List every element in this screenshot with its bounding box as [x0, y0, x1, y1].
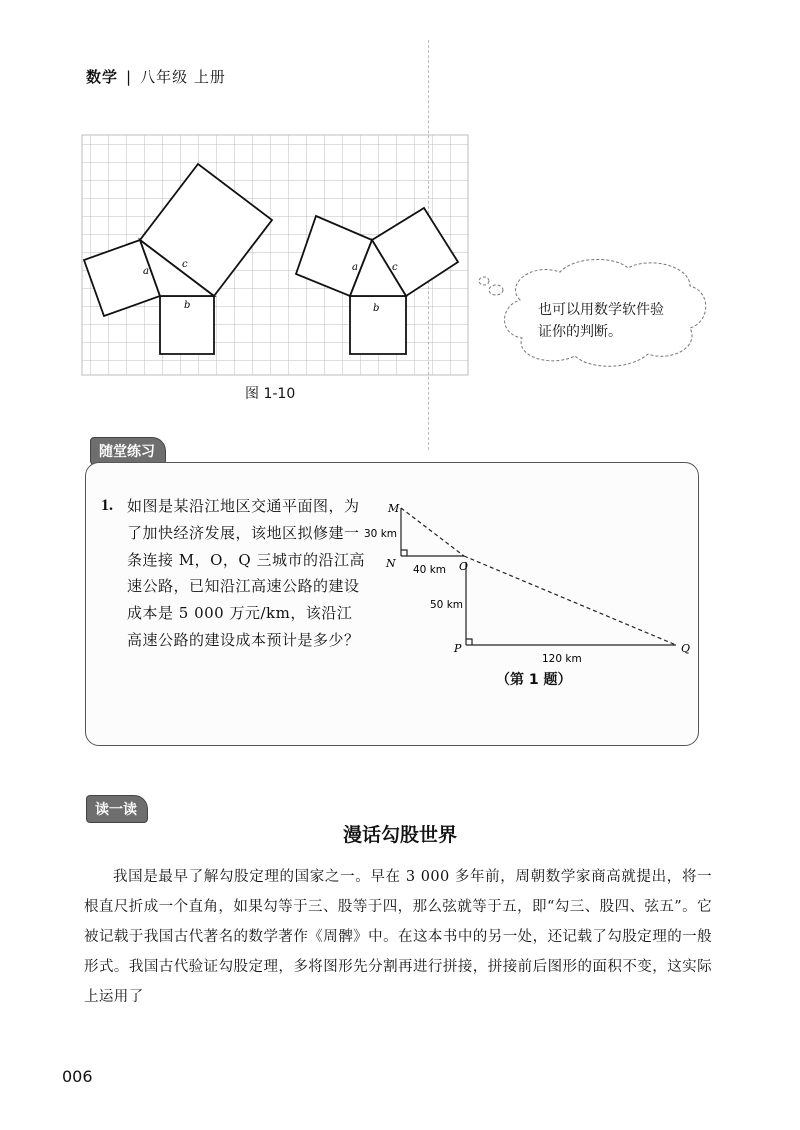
right-angle-P — [466, 639, 472, 645]
point-P: P — [454, 642, 462, 655]
right-label-b: b — [373, 303, 380, 314]
exercise-tag: 随堂练习 — [90, 437, 166, 465]
point-N: N — [386, 557, 396, 570]
point-O: O — [459, 560, 469, 573]
point-Q: Q — [681, 642, 691, 655]
right-angle-N — [401, 550, 407, 556]
point-M: M — [388, 502, 400, 515]
page-number: 006 — [62, 1067, 93, 1086]
label-MN: 30 km — [364, 528, 398, 540]
label-OP: 50 km — [430, 599, 464, 611]
left-label-b: b — [184, 300, 191, 311]
left-label-a: a — [143, 266, 149, 277]
question-text: 如图是某沿江地区交通平面图，为了加快经济发展，该地区拟修建一条连接 M，O，Q 三城市的沿江高速公路，已知沿江高速公路的建设成本是 5 000 万元/km，该沿江高速公路的建设成本预计是多少？ — [127, 497, 365, 649]
cloud-text: 也可以用数学软件验证你的判断。 — [538, 302, 664, 340]
left-label-c: c — [182, 259, 188, 270]
reading-title: 漫话勾股世界 — [342, 824, 457, 846]
label-PQ: 120 km — [542, 653, 582, 665]
label-NO: 40 km — [413, 564, 447, 576]
right-label-c: c — [392, 262, 398, 273]
reading-tag: 读一读 — [86, 795, 148, 823]
right-label-a: a — [352, 262, 358, 273]
segment-OQ — [464, 556, 676, 645]
question-diagram-caption: （第 1 题） — [496, 672, 572, 688]
figure-caption: 图 1-10 — [245, 386, 296, 402]
header-subject: 数学 — [86, 68, 119, 86]
header-grade: 八年级 上册 — [140, 68, 226, 86]
header-separator: | — [126, 68, 133, 86]
segment-MO — [401, 508, 464, 556]
reading-paragraph: 我国是最早了解勾股定理的国家之一。早在 3 000 多年前，周朝数学家商高就提出，将一根直尺折成一个直角，如果勾等于三、股等于四，那么弦就等于五，即“勾三、股四、弦五”。它被记载于我国古代著名的数学著作《周髀》中。在这本书中的另一处，还记载了勾股定理的一般形式。我国古代验证勾股定理，多将图形先分割再进行拼接，拼接前后图形的面积不变，这实际上运用了 — [84, 869, 712, 1005]
question-number: 1. — [101, 497, 113, 514]
